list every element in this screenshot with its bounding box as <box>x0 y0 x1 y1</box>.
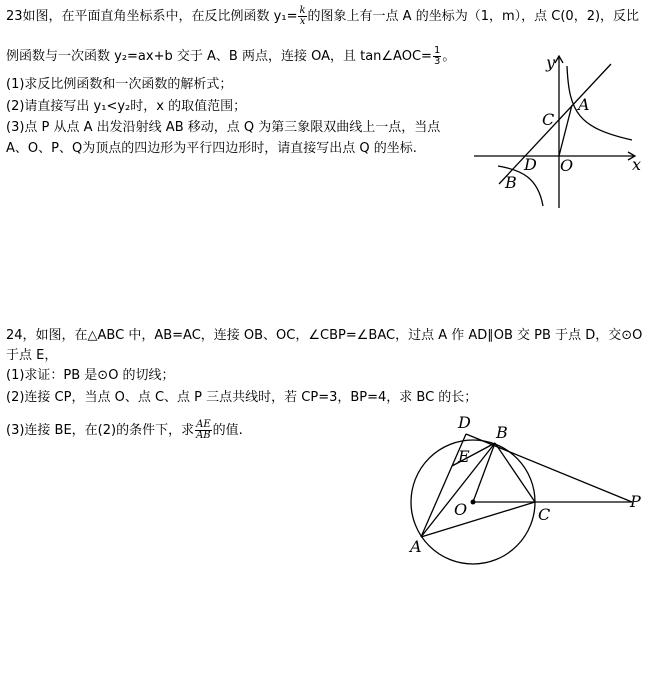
q23-label-O: O <box>560 156 574 175</box>
q23-line1-text-b: 的图象上有一点 A 的坐标为（1，m），点 C(0，2)，反比 <box>307 9 640 24</box>
q24-label-E: E <box>458 447 470 466</box>
q24-center-point-O <box>471 500 476 505</box>
q23-line1 <box>6 6 639 27</box>
q24-segment-OB <box>473 443 495 502</box>
q23-part3-line2: A、O、P、Q为顶点的四边形为平行四边形时，请直接写出点 Q 的坐标. <box>6 141 417 156</box>
q23-label-x: x <box>632 155 642 174</box>
q23-line1-text-a: 23如图，在平面直角坐标系中，在反比例函数 y₁= <box>6 9 298 24</box>
q24-part2: (2)连接 CP，当点 O、点 C、点 P 三点共线时，若 CP=3，BP=4，求 BC 的长； <box>6 390 478 405</box>
q23-fraction-k-over-x: $\frac{k}{x}$ <box>299 5 306 27</box>
q23-line2 <box>6 46 455 67</box>
q23-label-C: C <box>542 110 555 129</box>
q24-line1: 24，如图，在△ABC 中，AB=AC，连接 OB、OC，∠CBP=∠BAC，过点 A 作 AD∥OB 交 PB 于点 D，交⊙O <box>6 328 643 343</box>
q24-part3 <box>6 420 243 441</box>
q23-label-y: y <box>546 53 556 72</box>
q24-segment-DP <box>466 434 632 502</box>
q23-part2: (2)请直接写出 y₁<y₂时，x 的取值范围； <box>6 99 247 114</box>
q24-segment-AC <box>421 502 535 537</box>
q24-segment-BC <box>495 443 535 502</box>
q23-part1: (1)求反比例函数和一次函数的解析式； <box>6 77 233 92</box>
q23-fraction-one-third: $\frac{1}{3}$ <box>433 45 441 67</box>
q23-figure <box>472 52 652 212</box>
q24-label-P: P <box>630 492 641 511</box>
q24-line2: 于点 E， <box>6 348 58 363</box>
q23-linear-function-line <box>499 64 611 184</box>
q24-part3-text-b: 的值. <box>212 423 243 438</box>
q24-part1: (1)求证：PB 是⊙O 的切线； <box>6 368 175 383</box>
q24-label-A: A <box>410 537 422 556</box>
q23-label-A: A <box>578 95 590 114</box>
q24-figure <box>400 412 650 572</box>
q24-part3-text-a: (3)连接 BE，在(2)的条件下，求 <box>6 423 195 438</box>
q24-label-D: D <box>458 413 471 432</box>
q24-label-O: O <box>454 500 468 519</box>
q23-label-D: D <box>524 155 537 174</box>
q23-line2-text-a: 例函数与一次函数 y₂=ax+b 交于 A、B 两点，连接 OA，且 tan∠AOC= <box>6 49 432 64</box>
q23-label-B: B <box>505 173 517 192</box>
q24-label-B: B <box>496 423 508 442</box>
q23-part3-line1: (3)点 P 从点 A 出发沿射线 AB 移动，点 Q 为第三象限双曲线上一点，当点 <box>6 120 441 135</box>
q23-line2-text-b: 。 <box>442 49 456 64</box>
q24-label-C: C <box>538 505 551 524</box>
q24-fraction-AE-over-AB: $\frac{AE}{AB}$ <box>196 419 211 441</box>
